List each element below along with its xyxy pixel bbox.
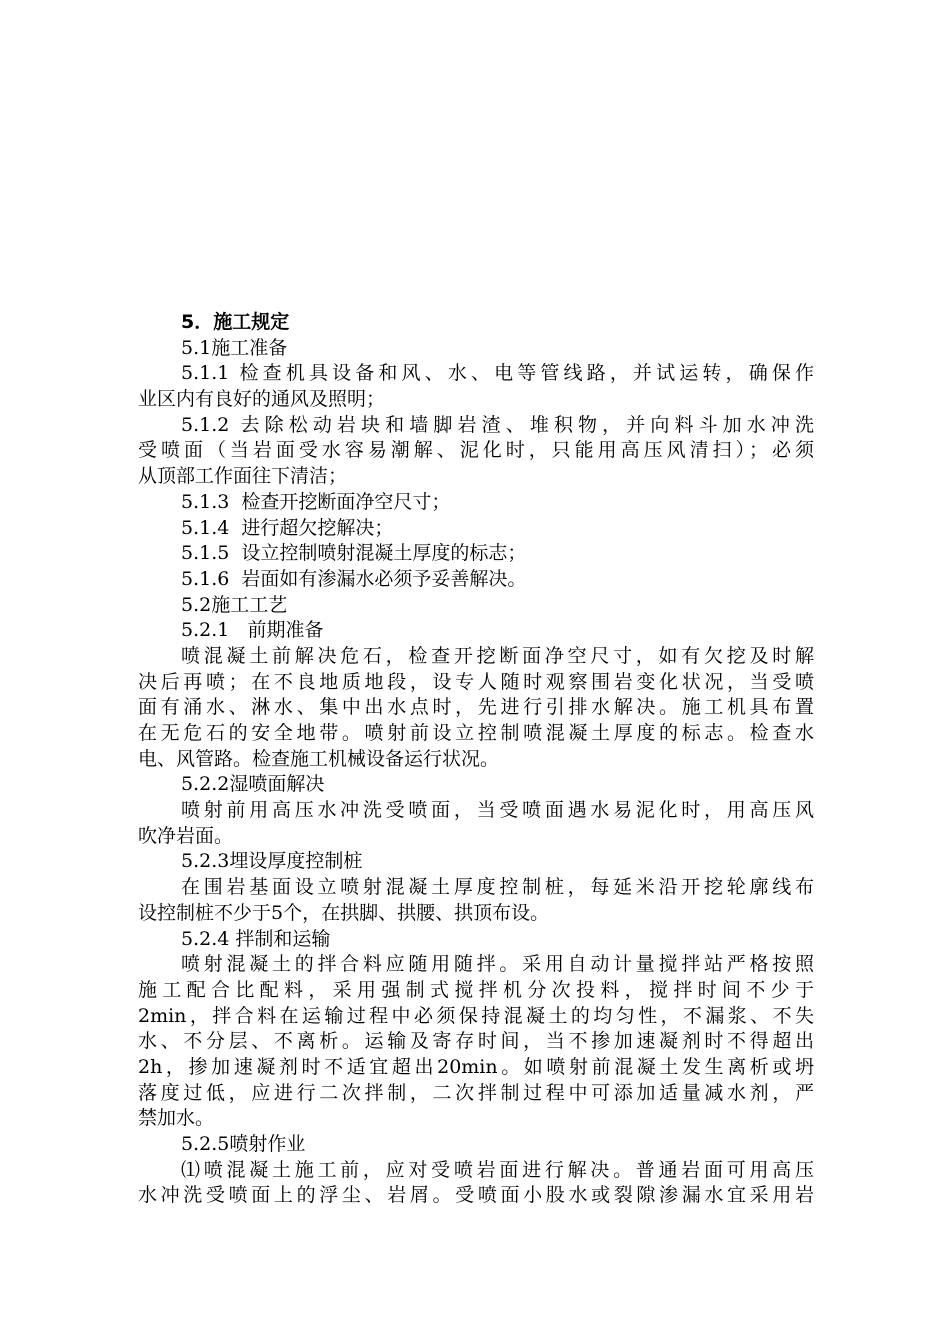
text-line: 2h，掺加速凝剂时不适宜超出20min。如喷射前混凝土发生离析或坍 xyxy=(138,1055,814,1078)
text-line: 5.2.4 拌制和运输 xyxy=(181,927,331,950)
text-line: 决后再喷；在不良地质地段，设专人随时观察围岩变化状况，当受喷 xyxy=(138,670,814,693)
text-line: 从顶部工作面往下清洁； xyxy=(138,465,348,488)
text-line: 5.1.3 检查开挖断面净空尺寸； xyxy=(181,490,451,513)
section-heading: 5．施工规定 xyxy=(181,311,290,333)
text-line: 喷混凝土前解决危石，检查开挖断面净空尺寸，如有欠挖及时解 xyxy=(181,644,814,667)
text-line: 落度过低，应进行二次拌制，二次拌制过程中可添加适量减水剂，严 xyxy=(138,1081,814,1104)
text-line: 设控制桩不少于5个，在拱脚、拱腰、拱顶布设。 xyxy=(138,901,550,924)
text-line: 喷射前用高压水冲洗受喷面，当受喷面遇水易泥化时，用高压风 xyxy=(181,799,814,822)
text-line: 5.1.5 设立控制喷射混凝土厚度的标志； xyxy=(181,542,527,565)
text-line: 水、不分层、不离析。运输及寄存时间，当不掺加速凝剂时不得超出 xyxy=(138,1030,814,1053)
text-line: 5.1.1 检查机具设备和风、水、电等管线路，并试运转，确保作 xyxy=(181,362,814,385)
text-line: 5.2.1 前期准备 xyxy=(181,619,324,642)
text-line: 禁加水。 xyxy=(138,1107,215,1130)
text-line: 5.2.3埋设厚度控制桩 xyxy=(181,850,363,873)
text-line: 水冲洗受喷面上的浮尘、岩屑。受喷面小股水或裂隙渗漏水宜采用岩 xyxy=(138,1184,814,1207)
text-line: 5.1.6 岩面如有渗漏水必须予妥善解决。 xyxy=(181,567,527,590)
document-body xyxy=(138,336,814,1209)
document-page xyxy=(138,310,814,1209)
text-line: 喷射混凝土的拌合料应随用随拌。采用自动计量搅拌站严格按照 xyxy=(181,953,814,976)
text-line: 施工配合比配料，采用强制式搅拌机分次投料，搅拌时间不少于 xyxy=(138,978,814,1001)
text-line: 面有涌水、淋水、集中出水点时，先进行引排水解决。施工机具布置 xyxy=(138,696,814,719)
text-line: 5.1施工准备 xyxy=(181,336,288,359)
text-line: 业区内有良好的通风及照明； xyxy=(138,388,386,411)
text-line: 在围岩基面设立喷射混凝土厚度控制桩，每延米沿开挖轮廓线布 xyxy=(181,876,814,899)
text-line: 5.2.2湿喷面解决 xyxy=(181,773,325,796)
text-line: 2min，拌合料在运输过程中必须保持混凝土的均匀性，不漏浆、不失 xyxy=(138,1004,814,1027)
text-line: 吹净岩面。 xyxy=(138,824,234,847)
text-line: 5.1.2 去除松动岩块和墙脚岩渣、堆积物，并向料斗加水冲洗 xyxy=(181,413,814,436)
text-line: 5.2.5喷射作业 xyxy=(181,1133,306,1155)
text-line: 受喷面（当岩面受水容易潮解、泥化时，只能用高压风清扫）；必须 xyxy=(138,439,814,462)
text-line: 电、风管路。检查施工机械设备运行状况。 xyxy=(138,747,500,770)
text-line: 在无危石的安全地带。喷射前设立控制喷混凝土厚度的标志。检查水 xyxy=(138,722,814,744)
text-line: ⑴喷混凝土施工前，应对受喷岩面进行解决。普通岩面可用高压 xyxy=(181,1158,814,1181)
text-line: 5.2施工工艺 xyxy=(181,593,288,616)
text-line: 5.1.4 进行超欠挖解决； xyxy=(181,516,394,539)
